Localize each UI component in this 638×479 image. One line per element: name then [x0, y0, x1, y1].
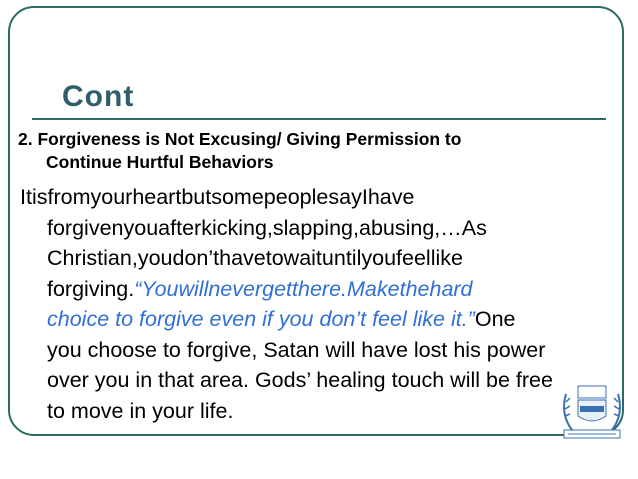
body-text [20, 182, 616, 426]
body-line-8: to move in your life. [47, 398, 234, 423]
title-divider [32, 118, 606, 120]
body-line-4: forgiving.“Youwillnevergetthere.Makethehard [47, 276, 473, 301]
body-line-1: ItisfromyourheartbutsomepeoplesayIhave [20, 185, 415, 209]
slide-title: Cont [62, 80, 135, 113]
university-seal-logo-icon [556, 384, 628, 440]
heading-line-2: Continue Hurtful Behaviors [46, 152, 274, 172]
body-line-6: you choose to forgive, Satan will have lost his power [47, 337, 546, 362]
body-line-3: Christian,youdon’thavetowaituntilyoufeellike [47, 246, 463, 270]
body-line-2: forgivenyouafterkicking,slapping,abusing,…As [47, 215, 487, 240]
quote-text: choice to forgive even if you don’t feel like it.” [47, 307, 475, 331]
heading-line-1: 2. Forgiveness is Not Excusing/ Giving Permission to [18, 129, 462, 149]
section-heading [18, 128, 608, 174]
body-line-7: over you in that area. Gods’ healing touch will be free [47, 368, 553, 392]
body-line-5: choice to forgive even if you don’t feel like it.”One [47, 307, 516, 331]
